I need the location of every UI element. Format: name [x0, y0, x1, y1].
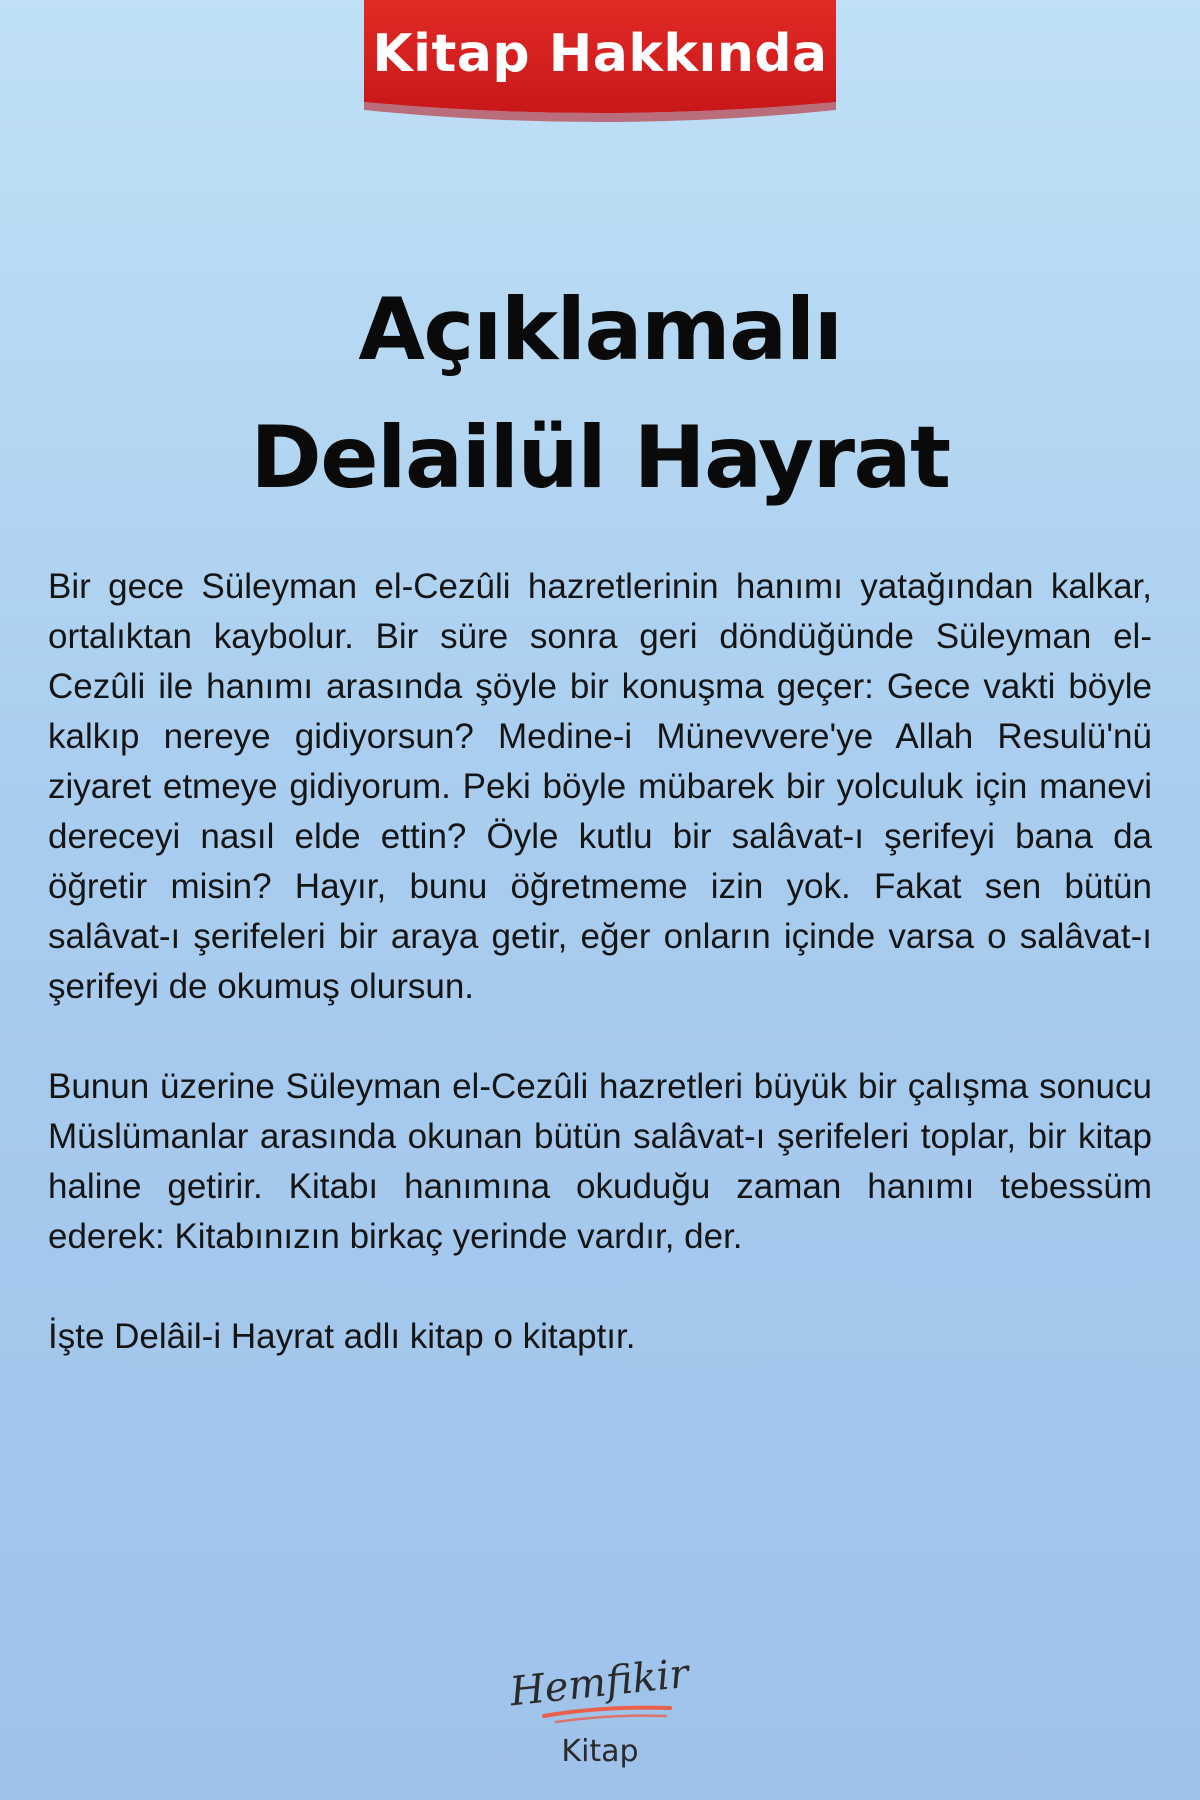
svg-text:Hemfikir: Hemfikir	[507, 1650, 691, 1716]
logo-word: Kitap	[561, 1734, 639, 1769]
header-ribbon	[364, 0, 836, 150]
book-title-line-2: Delailül Hayrat	[250, 408, 950, 508]
publisher-logo	[500, 1650, 700, 1780]
logo-script-mark	[500, 1650, 700, 1730]
description-body	[48, 562, 1152, 1362]
description-paragraph-2: Bunun üzerine Süleyman el-Cezûli hazretleri büyük bir çalışma sonucu Müslümanlar arasında okunan bütün salâvat-ı şerifeleri toplar, bir kitap haline getirir. Kitabı hanımına okuduğu zaman hanımı tebessüm ederek: Kitabınızın birkaç yerinde vardır, der.	[48, 1067, 1152, 1256]
ribbon-label: Kitap Hakkında	[372, 24, 828, 84]
description-paragraph-1: Bir gece Süleyman el-Cezûli hazretlerinin hanımı yatağından kalkar, ortalıktan kaybolur. Bir süre sonra geri döndüğünde Süleyman el-Cezûli ile hanımı arasında şöyle bir konuşma geçer: Gece vakti böyle kalkıp nereye gidiyorsun? Medine-i Münevvere'ye Allah Resulü'nü ziyaret etmeye gidiyorum. Peki böyle mübarek bir yolculuk için manevi dereceyi nasıl elde ettin? Öyle kutlu bir salâvat-ı şerifeyi bana da öğretir misin? Hayır, bunu öğretmeme izin yok. Fakat sen bütün salâvat-ı şerifeleri bir araya getir, eğer onların içinde varsa o salâvat-ı şerifeyi de okumuş olursun.	[48, 567, 1152, 1006]
book-title-line-1: Açıklamalı	[358, 280, 842, 380]
book-title	[0, 266, 1200, 522]
description-paragraph-3: İşte Delâil-i Hayrat adlı kitap o kitaptır.	[48, 1317, 636, 1356]
